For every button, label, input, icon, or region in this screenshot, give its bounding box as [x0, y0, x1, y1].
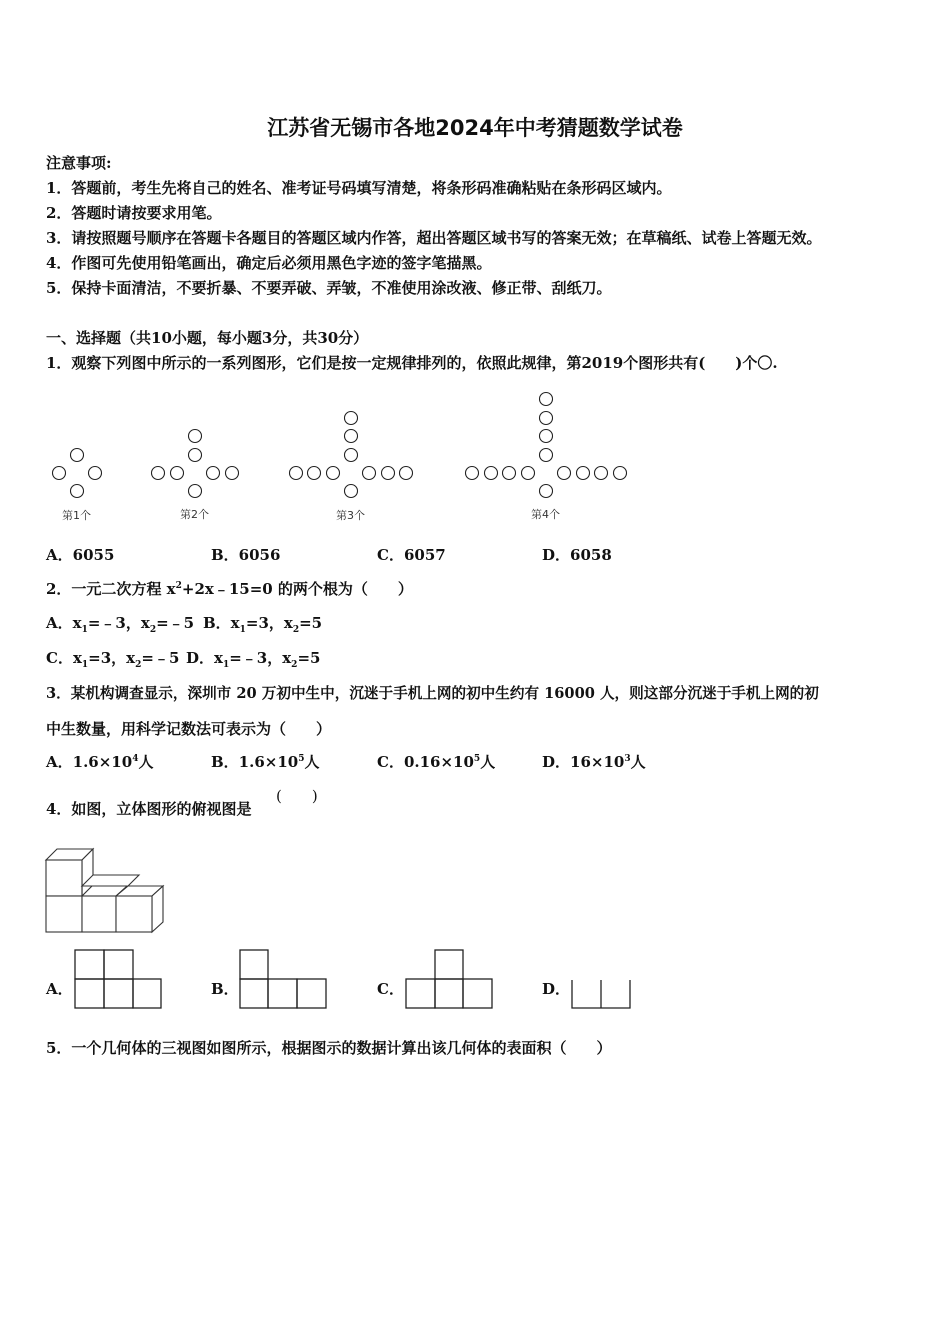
q1-caption-2: 第2个	[180, 508, 209, 521]
q4-option-d[interactable]: D．	[542, 980, 571, 998]
circle	[189, 485, 202, 498]
q4-figure-a	[75, 950, 161, 1008]
circle	[89, 467, 102, 480]
q4-option-c[interactable]: C．	[377, 980, 404, 998]
circle	[226, 467, 239, 480]
circle	[152, 467, 165, 480]
q1-option-a[interactable]: A．6055	[46, 546, 115, 564]
q1-caption-3: 第3个	[336, 509, 365, 522]
circle	[540, 393, 553, 406]
circle	[363, 467, 376, 480]
circle	[171, 467, 184, 480]
circle	[540, 430, 553, 443]
circle	[382, 467, 395, 480]
circle	[71, 449, 84, 462]
q4-figure-d	[572, 980, 630, 1008]
notice-item-2: 2．答题时请按要求用笔。	[46, 204, 222, 222]
q2-option-a[interactable]: A．$x_1=﹣3$，$x_2=﹣5$	[46, 614, 195, 635]
circle	[327, 467, 340, 480]
circle	[503, 467, 516, 480]
q3-option-a[interactable]: A．$1.6\times 10^4$人	[46, 753, 154, 771]
q4-paren: ( )	[276, 787, 318, 805]
page-title: 江苏省无锡市各地2024年中考猜题数学试卷	[267, 116, 683, 140]
q1-option-b[interactable]: B．6056	[211, 546, 281, 564]
q4-option-a[interactable]: A．	[46, 980, 73, 998]
q3-option-b[interactable]: B．$1.6\times 10^5$人	[211, 753, 320, 771]
circle	[345, 449, 358, 462]
q3-option-c[interactable]: C．$0.16\times 10^5$人	[377, 753, 496, 771]
circle	[345, 485, 358, 498]
q2-option-d[interactable]: D．$x_1=﹣3$，$x_2=5$	[186, 649, 321, 670]
circle	[485, 467, 498, 480]
q4-figure-b	[240, 950, 326, 1008]
q1-caption-4: 第4个	[531, 508, 560, 521]
q2-option-c[interactable]: C．$x_1=3$，$x_2=﹣5$	[46, 649, 180, 670]
circle	[540, 449, 553, 462]
circle	[189, 430, 202, 443]
notice-item-4: 4．作图可先使用铅笔画出，确定后必须用黑色字迹的签字笔描黑。	[46, 254, 492, 272]
circle	[540, 412, 553, 425]
circle	[53, 467, 66, 480]
circle	[577, 467, 590, 480]
section-heading: 一、选择题（共10小题，每小题3分，共30分）	[46, 329, 369, 347]
q1-option-d[interactable]: D．6058	[542, 546, 612, 564]
circle	[400, 467, 413, 480]
q3-stem-line2: 中生数量，用科学记数法可表示为（ ）	[46, 720, 332, 738]
q3-stem-line1: 3．某机构调查显示，深圳市 20 万初中生中，沉迷于手机上网的初中生约有 16000 人，则这部分沉迷于手机上网的初	[46, 685, 819, 702]
circle	[207, 467, 220, 480]
notice-item-1: 1．答题前，考生先将自己的姓名、准考证号码填写清楚，将条形码准确粘贴在条形码区域内。	[46, 179, 672, 197]
q3-option-d[interactable]: D．$16\times 10^3$人	[542, 753, 646, 771]
circle	[189, 449, 202, 462]
circle	[522, 467, 535, 480]
q4-option-b[interactable]: B．	[211, 980, 239, 998]
circle	[466, 467, 479, 480]
q1-caption-1: 第1个	[62, 509, 91, 522]
q2-option-b[interactable]: B．$x_1=3$，$x_2=5$	[203, 614, 323, 635]
circle	[558, 467, 571, 480]
q5-stem: 5．一个几何体的三视图如图所示，根据图示的数据计算出该几何体的表面积（ ）	[46, 1039, 612, 1057]
notice-item-3: 3．请按照题号顺序在答题卡各题目的答题区域内作答，超出答题区域书写的答案无效；在草稿纸、试卷上答题无效。	[46, 229, 822, 247]
circle	[540, 485, 553, 498]
q1-stem: 1．观察下列图中所示的一系列图形，它们是按一定规律排列的，依照此规律，第2019个图形共有( )个〇.	[46, 354, 778, 372]
q4-stem: 4．如图，立体图形的俯视图是	[46, 800, 252, 818]
circle	[345, 412, 358, 425]
circle	[595, 467, 608, 480]
notice-heading: 注意事项:	[46, 154, 112, 172]
circle	[290, 467, 303, 480]
circle	[308, 467, 321, 480]
circle	[71, 485, 84, 498]
circle	[345, 430, 358, 443]
q2-stem: 2．一元二次方程 $x^2+2x﹣15=0$ 的两个根为（ ）	[46, 580, 413, 598]
circle	[614, 467, 627, 480]
notice-item-5: 5．保持卡面清洁，不要折暴、不要弄破、弄皱，不准使用涂改液、修正带、刮纸刀。	[46, 279, 612, 297]
q1-option-c[interactable]: C．6057	[377, 546, 446, 564]
q4-figure-c	[406, 950, 492, 1008]
